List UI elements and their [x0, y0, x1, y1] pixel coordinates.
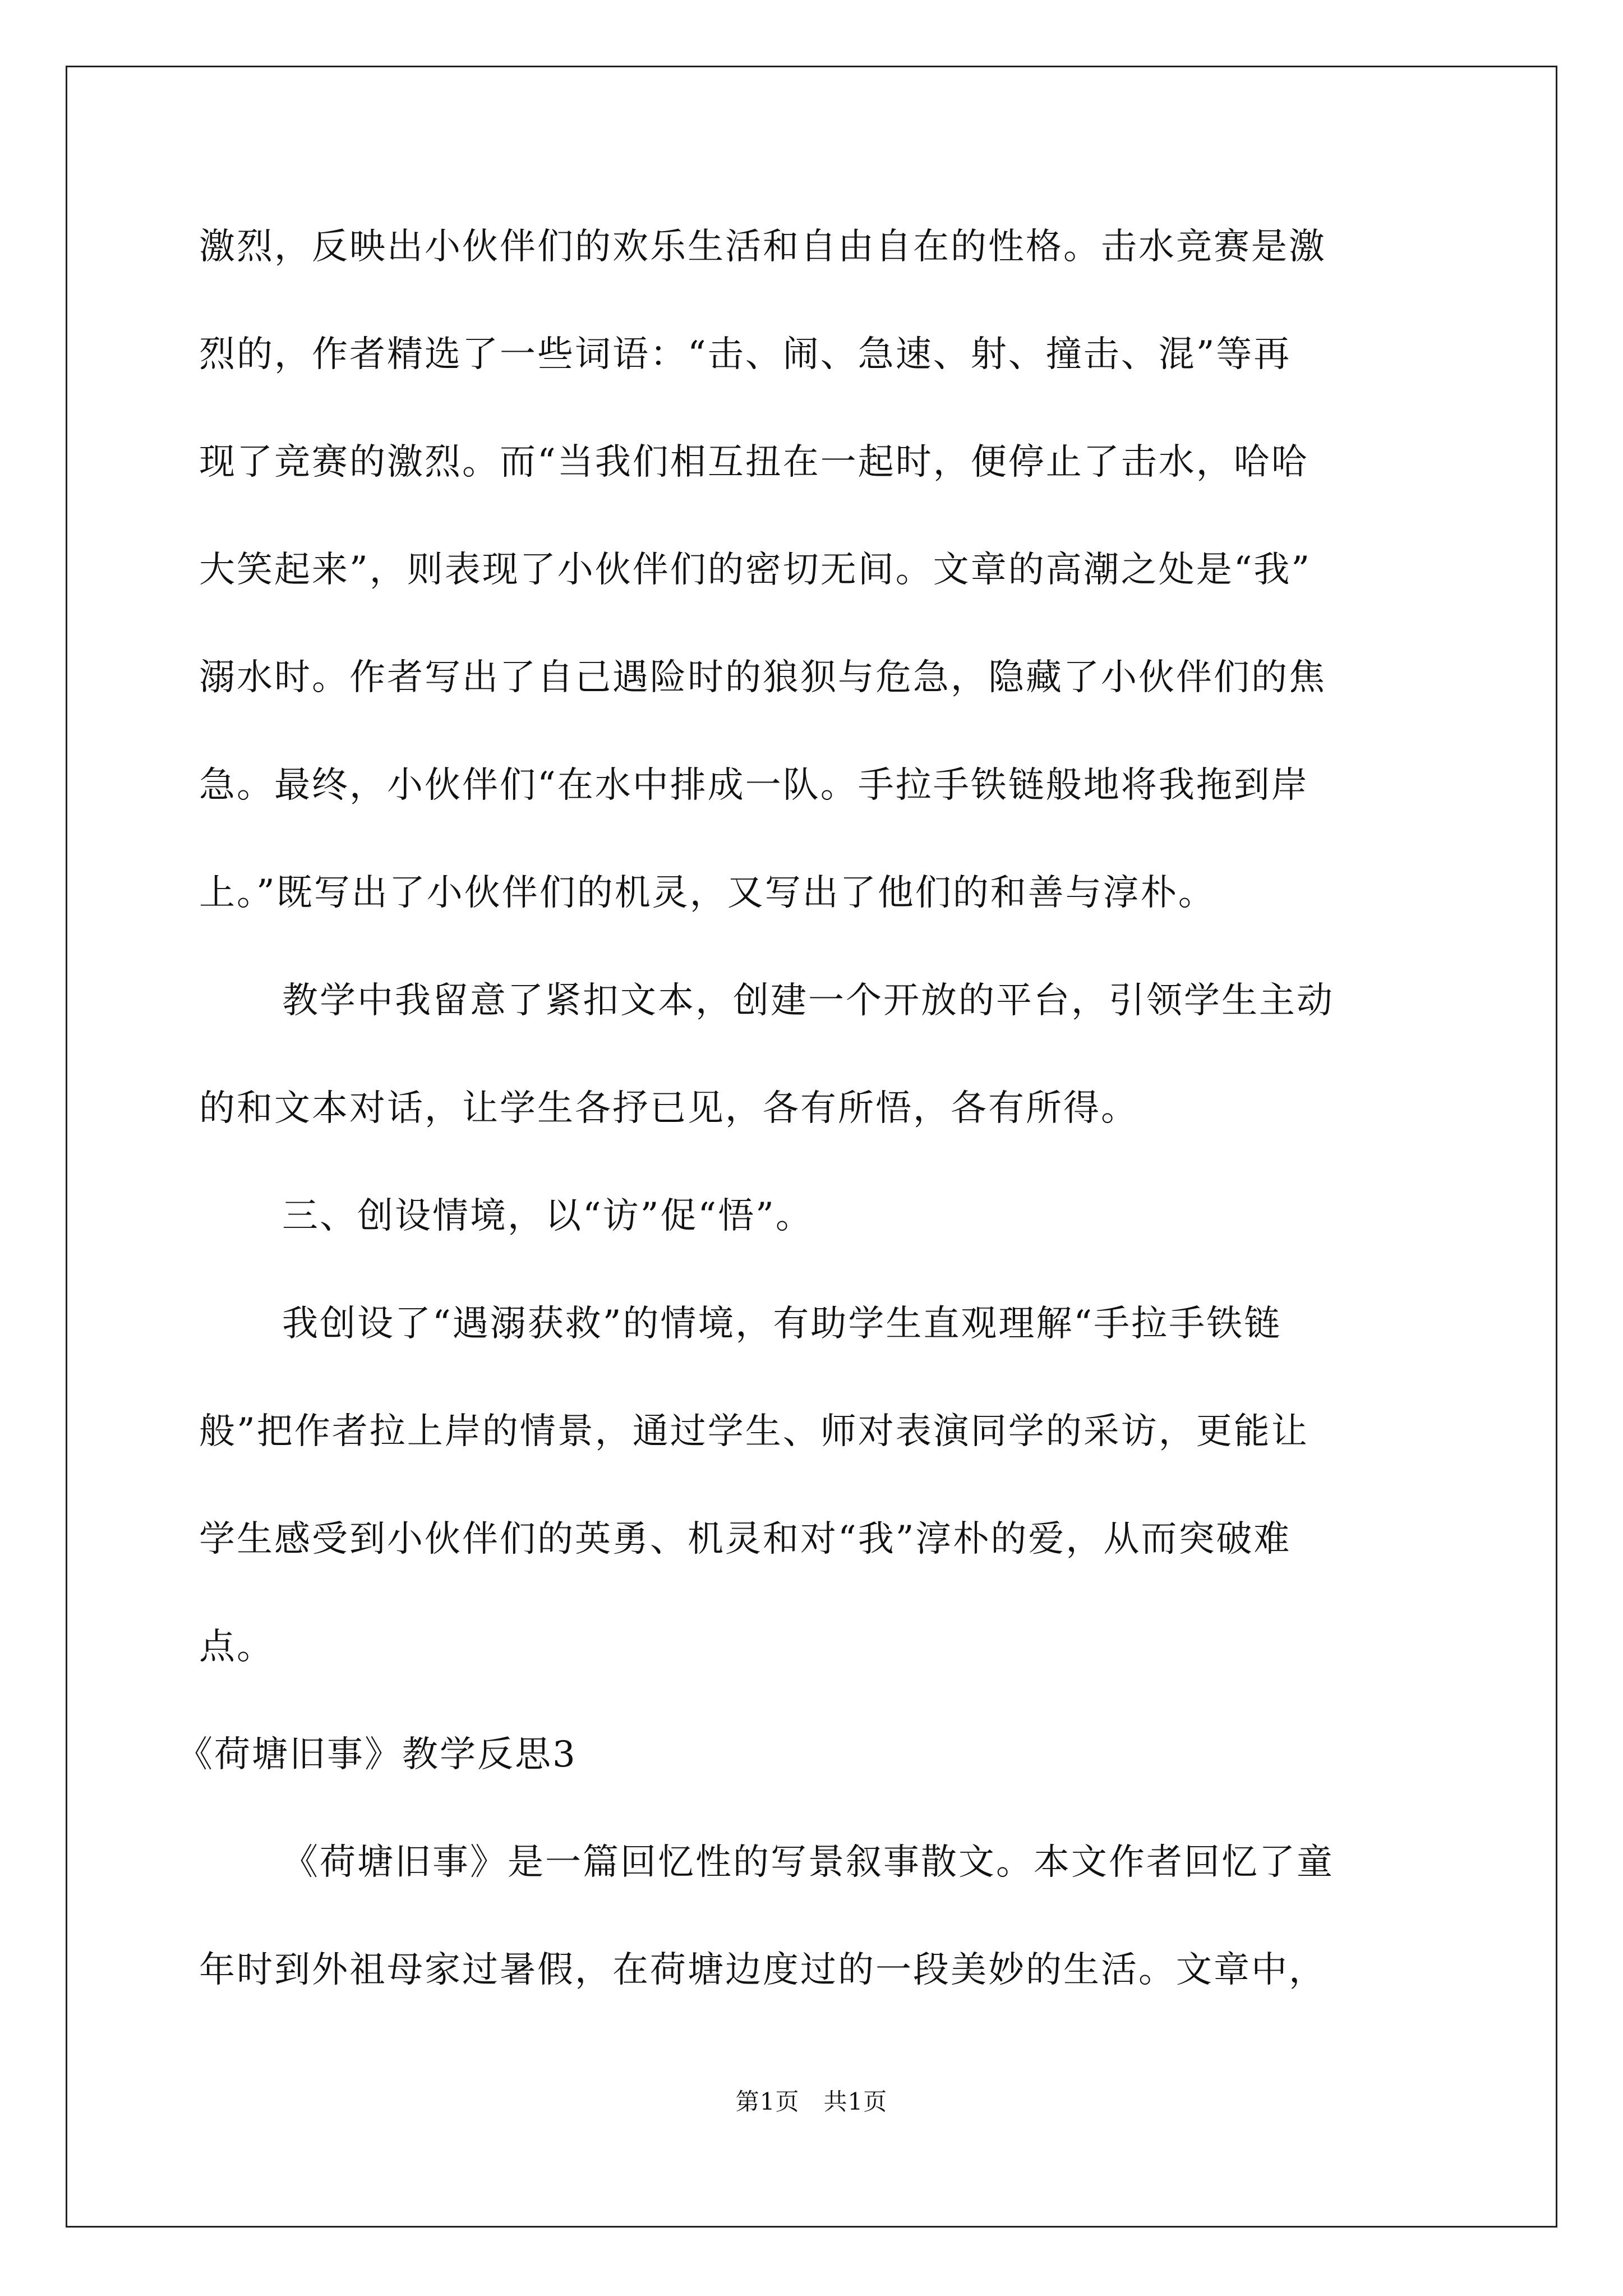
paragraph-line: 激烈，反映出小伙伴们的欢乐生活和自由自在的性格。击水竞赛是激 [199, 226, 1326, 268]
page-border [66, 66, 1557, 2228]
section-heading: 三、创设情境，以“访”促“悟”。 [282, 1195, 813, 1237]
paragraph-line: 年时到外祖母家过暑假，在荷塘边度过的一段美妙的生活。文章中， [199, 1949, 1326, 1991]
paragraph-line: 溺水时。作者写出了自己遇险时的狼狈与危急，隐藏了小伙伴们的焦 [199, 657, 1326, 698]
paragraph-line: 上。”既写出了小伙伴们的机灵，又写出了他们的和善与淳朴。 [199, 872, 1216, 914]
paragraph-line: 《荷塘旧事》是一篇回忆性的写景叙事散文。本文作者回忆了童 [282, 1842, 1334, 1883]
page-footer: 第1页 共1页 [735, 2088, 888, 2115]
document-title: 《荷塘旧事》教学反思3 [177, 1734, 577, 1775]
paragraph-line: 点。 [199, 1626, 274, 1668]
paragraph-line: 急。最终，小伙伴们“在水中排成一队。手拉手铁链般地将我拖到岸 [199, 765, 1309, 806]
paragraph-line: 我创设了“遇溺获救”的情境，有助学生直观理解“手拉手铁链 [282, 1303, 1282, 1345]
paragraph-line: 的和文本对话，让学生各抒已见，各有所悟，各有所得。 [199, 1088, 1138, 1129]
paragraph-line: 现了竞赛的激烈。而“当我们相互扭在一起时，便停止了击水，哈哈 [199, 441, 1309, 483]
paragraph-line: 般”把作者拉上岸的情景，通过学生、师对表演同学的采访，更能让 [199, 1411, 1309, 1452]
paragraph-line: 大笑起来”，则表现了小伙伴们的密切无间。文章的高潮之处是“我” [199, 549, 1312, 591]
paragraph-line: 学生感受到小伙伴们的英勇、机灵和对“我”淳朴的爱，从而突破难 [199, 1519, 1292, 1560]
paragraph-line: 烈的，作者精选了一些词语：“击、闹、急速、射、撞击、混”等再 [199, 334, 1292, 375]
paragraph-line: 教学中我留意了紧扣文本，创建一个开放的平台，引领学生主动 [282, 980, 1334, 1022]
